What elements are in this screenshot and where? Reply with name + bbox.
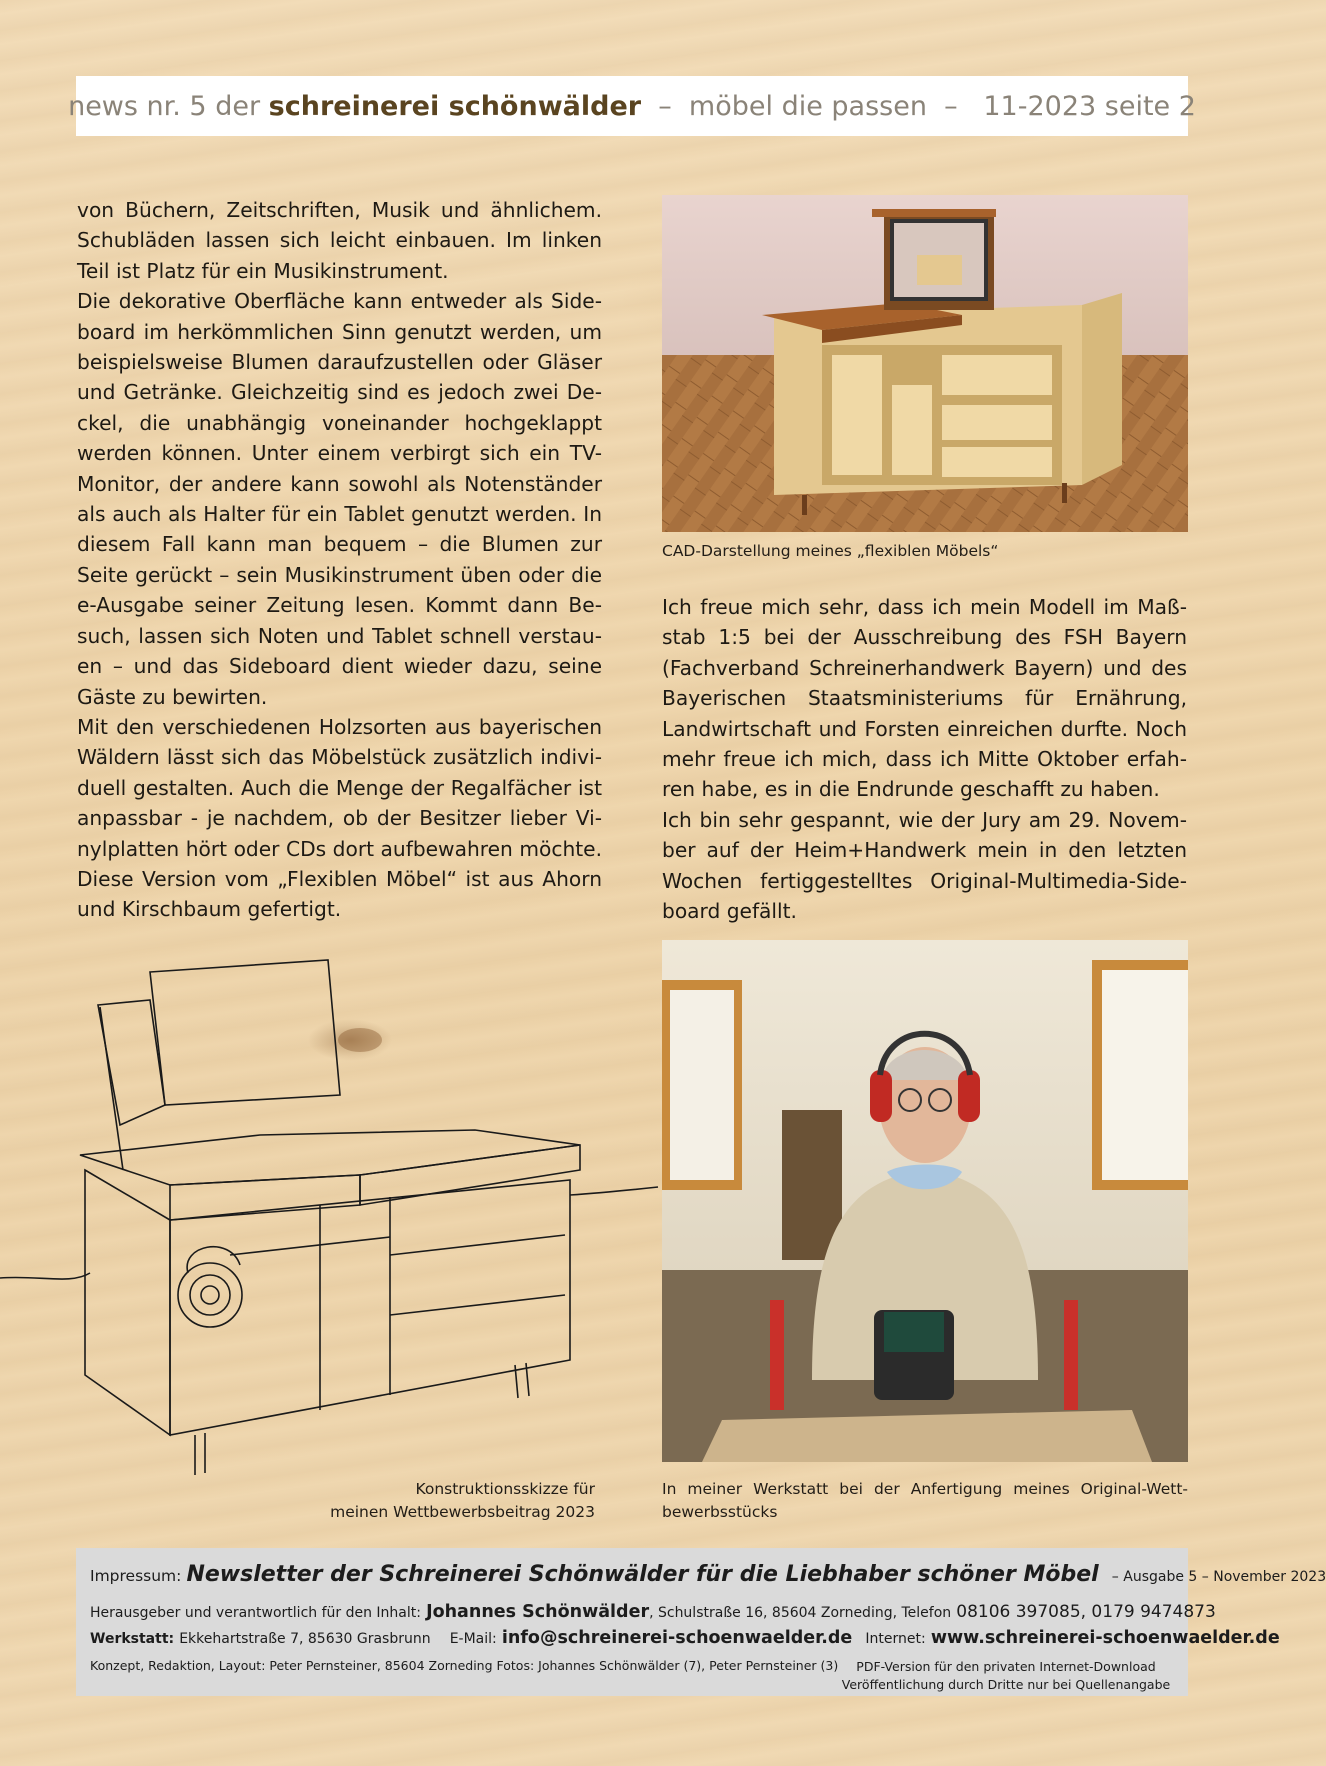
contact-line [90,1628,1280,1648]
pdf-note [836,1658,1176,1694]
credits: Konzept, Redaktion, Layout: Peter Pernsteiner, 85604 Zorneding Fotos: Johannes Schönwälder (7), Peter Pernsteiner (3) [90,1658,839,1673]
impressum-title-line [90,1562,1326,1587]
impressum-box [76,1548,1326,1696]
email-link[interactable]: info@schreinerei-schoenwaelder.de [501,1628,853,1648]
paragraph: von Büchern, Zeitschriften, Musik und ähnlichem. Schubläden lassen sich leicht einbauen. Im linken Teil ist Platz für ein Musikinstrument. [77,198,602,283]
phone-numbers: 08106 397085, 0179 9474873 [956,1602,1216,1622]
publisher-name: Johannes Schönwälder [426,1602,650,1622]
website-link[interactable]: www.schreinerei-schoenwaelder.de [930,1628,1280,1648]
email-label: E-Mail: [449,1631,497,1647]
header-tagline: möbel die passen [688,90,927,122]
workshop-caption: In meiner Werkstatt bei der Anfertigung meines Original-Wettbewerbsstücks [662,1480,1188,1521]
workshop-photo-image [662,940,1188,1462]
issue-info: – Ausgabe 5 – November 2023 [1111,1569,1326,1585]
header-brand: schreinerei schönwälder [268,90,642,122]
header-issue: 11-2023 seite 2 [983,90,1196,122]
publisher-line [90,1602,1216,1622]
workshop-address: Ekkehartstraße 7, 85630 Grasbrunn [179,1631,431,1647]
construction-sketch-image [0,955,660,1480]
publisher-address: , Schulstraße 16, 85604 Zorneding, Telefon [649,1605,952,1621]
article-left-column [77,195,602,925]
header-prefix: news nr. 5 der [68,90,261,122]
article-right-column [662,592,1187,926]
header-dash: – [944,90,958,122]
sketch-caption-line: meinen Wettbewerbsbeitrag 2023 [330,1503,595,1521]
impressum-label: Impressum: [90,1567,182,1585]
pdf-note-line: PDF-Version für den privaten Internet-Download [856,1659,1156,1674]
pdf-note-line: Veröffentlichung durch Dritte nur bei Quellenangabe [841,1677,1171,1692]
internet-label: Internet: [865,1631,926,1647]
paragraph: Ich freue mich sehr, dass ich mein Modell im Maßstab 1:5 bei der Ausschreibung des FSH Bayern (Fachverband Schreinerhandwerk Bayern) und des Bayerischen Staatsministeriums für Ernährung, Landwirtschaft und Forsten einreichen durfte. Noch mehr freue ich mich, dass ich Mitte Oktober erfahren habe, es in die Endrunde geschafft zu haben. [662,595,1187,802]
paragraph: Die dekorative Oberfläche kann entweder als Sideboard im herkömmlichen Sinn genutzt werden, um beispielsweise Blumen daraufzustellen oder Gläser und Getränke. Gleichzeitig sind es jedoch zwei Deckel, die unabhängig voneinander hochgeklappt werden können. Unter einem verbirgt sich ein TV-Monitor, der andere kann sowohl als Notenständer als auch als Halter für ein Tablet genutzt werden. In diesem Fall kann man bequem – die Blumen zur Seite gerückt – sein Musikinstrument üben oder die e-Ausgabe seiner Zeitung lesen. Kommt dann Besuch, lassen sich Noten und Tablet schnell verstauen – und das Sideboard dient wieder dazu, seine Gäste zu bewirten. [77,289,602,709]
sketch-caption [300,1478,595,1524]
cad-caption: CAD-Darstellung meines „flexiblen Möbels“ [662,542,999,560]
publisher-label: Herausgeber und verantwortlich für den Inhalt: [90,1605,421,1621]
cad-rendering-image [662,195,1188,532]
paragraph: Ich bin sehr gespannt, wie der Jury am 29. November auf der Heim+Handwerk mein in den letzten Wochen fertiggestelltes Original-Multimedia-Sideboard gefällt. [662,807,1187,924]
header-dash: – [658,90,672,122]
page-header [68,76,1196,136]
paragraph: Mit den verschiedenen Holzsorten aus bayerischen Wäldern lässt sich das Möbelstück zusätzlich individuell gestalten. Auch die Menge der Regalfächer ist anpassbar - je nachdem, ob der Besitzer lieber Vinylplatten hört oder CDs dort aufbewahren möchte. Diese Version vom „Flexiblen Möbel“ ist aus Ahorn und Kirschbaum gefertigt. [77,714,602,922]
newsletter-title: Newsletter der Schreinerei Schönwälder für die Liebhaber schöner Möbel [186,1562,1099,1587]
sketch-caption-line: Konstruktionsskizze für [415,1480,595,1498]
workshop-label: Werkstatt: [90,1631,175,1647]
